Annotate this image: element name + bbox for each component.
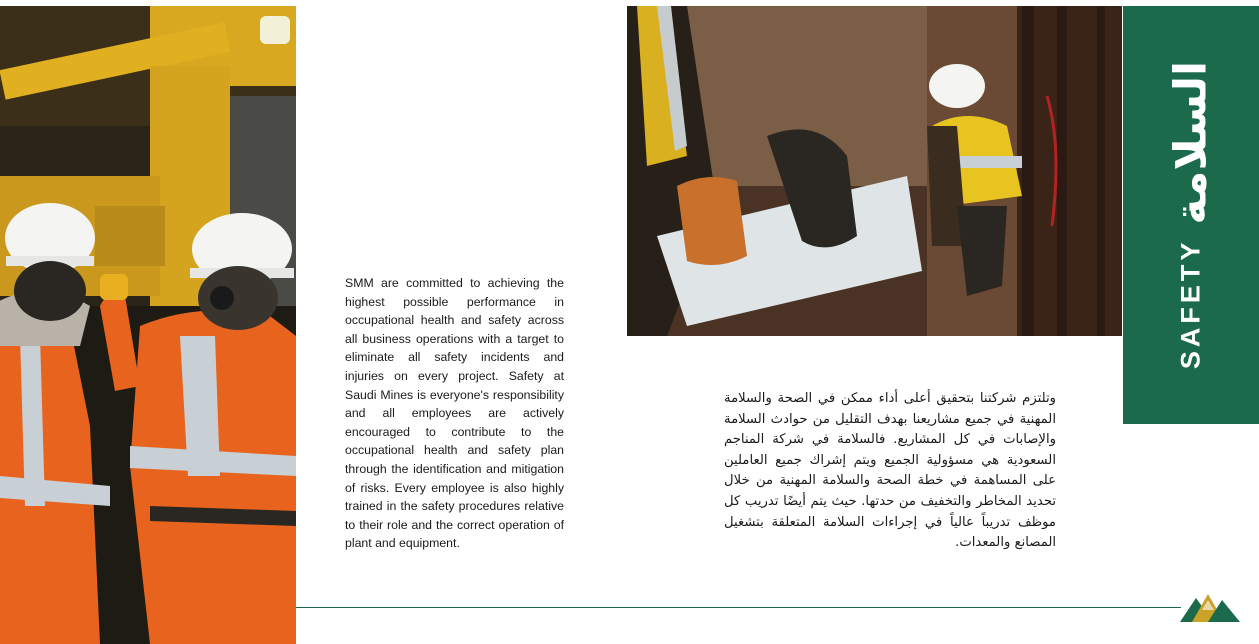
title-band-text: [1166, 61, 1217, 369]
logo-mountains-icon: [1178, 588, 1242, 624]
title-band: [1123, 6, 1259, 424]
worker-illustration: [627, 6, 1122, 336]
body-text-ar: وتلتزم شركتنا بتحقيق أعلى أداء ممكن في الصحة والسلامة المهنية في جميع مشاريعنا بهدف التقليل من حوادث السلامة والإصابات في كل المشاريع. فالسلامة في شركة المناجم السعودية هي مسؤولية الجميع ويتم إشراك جميع العاملين على المساهمة في خطة الصحة والسلامة المهنية من خلال تحديد المخاطر والتخفيف من حدتها. حيث يتم أيضًا تدريب كل موظف تدريباً عالياً في إجراءات السلامة المتعلقة بتشغيل المصانع والمعدات.: [724, 391, 1056, 551]
title-ar: السلامة: [1165, 60, 1217, 225]
miners-photo: [0, 6, 296, 644]
company-logo-icon: [1178, 588, 1242, 624]
footer-divider: [296, 607, 1181, 608]
body-text-en: SMM are committed to achieving the highest possible performance in occupational health and safety across all business operations with a target to eliminate all safety incidents and injuries on every project. Safety at Saudi Mines is everyone's responsibility and all employees are actively encouraged to contribute to the occupational health and safety plan through the identification and mitigation of risks. Every employee is also highly trained in the safety procedures relative to their role and the correct operation of plant and equipment.: [345, 276, 564, 551]
worker-photo: [627, 6, 1122, 336]
title-en: SAFETY: [1175, 238, 1206, 370]
miners-illustration: [0, 6, 296, 644]
